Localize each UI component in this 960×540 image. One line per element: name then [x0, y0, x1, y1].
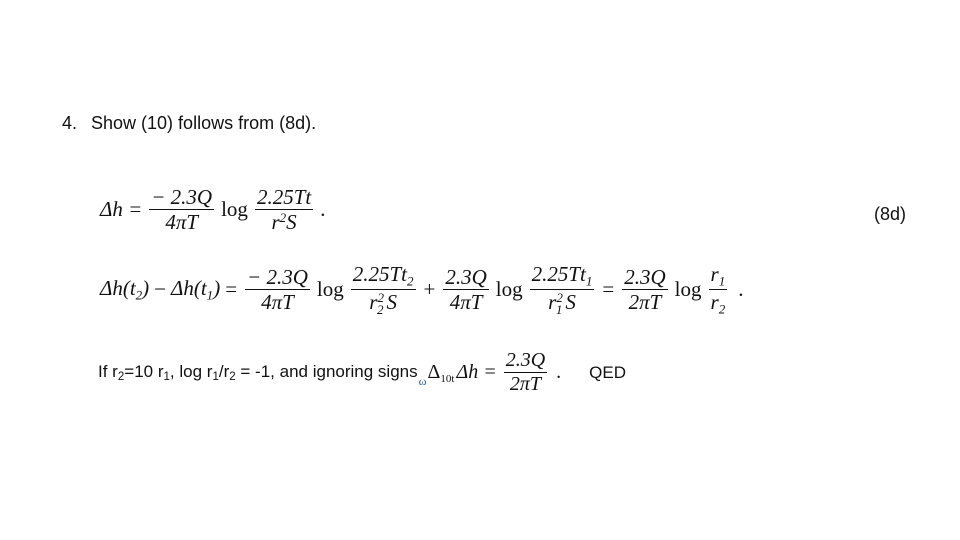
conclusion-dh: Δh = [456, 361, 497, 383]
diff-equals-1: = [225, 277, 238, 302]
equation-8d [100, 186, 325, 233]
diff-term1-log-fraction: $\frac{2.25Tt_2}{r^2_2 S}$ [352, 262, 414, 317]
conclusion-fraction: $\frac{2.3Q}{2\pi T}$ [505, 349, 546, 395]
eq8d-lhs: Δh = [100, 197, 143, 222]
diff-term2-log: log [495, 277, 523, 302]
diff-plus: + [423, 277, 436, 302]
diff-term1-fraction: $\frac{- 2.3Q}{4\pi T}$ [247, 265, 308, 315]
diff-lhs-a: $\Delta h(t_2)$ [100, 276, 150, 303]
eq8d-log: log [221, 197, 248, 222]
conclusion-text: If r2=10 r1, log r1/r2 = -1, and ignoring signs [98, 362, 418, 383]
question-heading [62, 113, 316, 134]
eq8d-log-denominator: $r^2S$ [255, 209, 313, 233]
diff-term2-log-fraction: $\frac{2.25Tt_1}{r^2_1 S}$ [531, 262, 593, 317]
equation-difference [100, 263, 743, 317]
diff-equals-2: = [602, 277, 615, 302]
eq8d-denominator: 4πT [149, 209, 214, 233]
eq8d-fraction [149, 186, 214, 233]
diff-term2-fraction: $\frac{2.3Q}{4\pi T}$ [445, 265, 487, 315]
eq8d-numerator: − 2.3Q [151, 185, 213, 210]
diff-term3-ratio: $\frac{r_1}{r_2}$ [710, 262, 726, 317]
question-number: 4. [62, 113, 78, 133]
omega-mark: ω [418, 374, 427, 388]
diff-term3-fraction: $\frac{2.3Q}{2\pi T}$ [624, 265, 666, 315]
eq8d-period: . [320, 197, 326, 222]
conclusion-period: . [556, 361, 562, 383]
equation-label: (8d) [874, 204, 907, 224]
diff-lhs-b: $\Delta h(t_1)$ [171, 276, 221, 303]
diff-term3-log: log [674, 277, 702, 302]
eq8d-log-numerator: 2.25Tt [256, 185, 312, 209]
conclusion-line [98, 350, 626, 395]
eq8d-log-fraction [255, 186, 313, 233]
question-text: Show (10) follows from (8d). [91, 113, 317, 133]
conclusion-delta-10t: $\Delta_{10t}$ [427, 360, 455, 385]
diff-minus: − [154, 277, 167, 302]
diff-term1-log: log [316, 277, 344, 302]
diff-period: . [738, 277, 744, 302]
qed-label: QED [589, 362, 626, 382]
